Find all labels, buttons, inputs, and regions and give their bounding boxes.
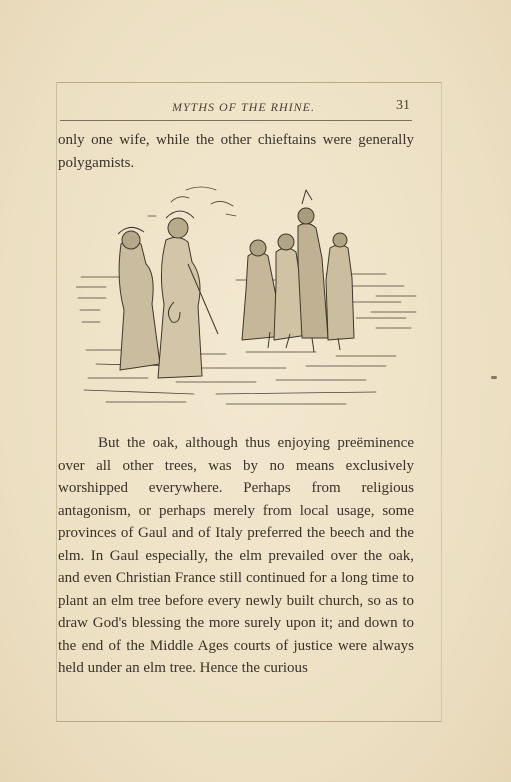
running-title: MYTHS OF THE RHINE. (172, 100, 316, 114)
paper-speck (491, 376, 497, 379)
paragraph-2: But the oak, although thus enjoying preëminence over all other trees, was by no means exclusively worshipped everywhere. Perhaps from religious antagonism, or perhaps merely from local usage, some provinces of Gaul and of Italy preferred the beech and the elm. In Gaul especially, the elm prevailed over the oak, and even Christian France still continued for a long time to plant an elm tree before every newly built church, so as to draw God's blessing the more surely upon it; and down to the end of the Middle Ages courts of justice were always held under an elm tree. Hence the curious (58, 435, 414, 676)
running-head (60, 98, 440, 120)
page-border-left (56, 82, 57, 722)
paragraph-1: only one wife, while the other chieftains were generally polygamists. (58, 132, 414, 171)
page-border-bottom (56, 721, 442, 722)
engraving-illustration-icon (76, 182, 422, 414)
header-rule (60, 120, 412, 121)
page-border-top (56, 82, 442, 83)
page-border-right (441, 82, 442, 722)
page-number: 31 (396, 98, 410, 113)
